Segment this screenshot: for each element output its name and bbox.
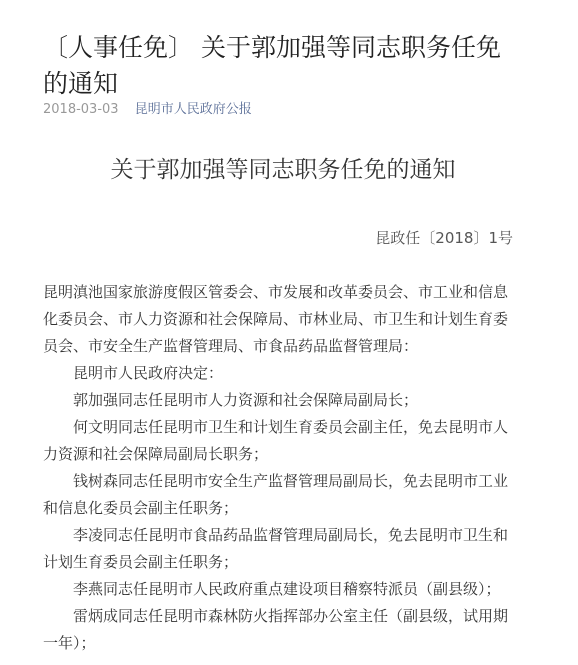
document-body [43, 279, 513, 657]
paragraph: 雷炳成同志任昆明市森林防火指挥部办公室主任（副县级，试用期一年）； [43, 607, 509, 652]
paragraph: 何文明同志任昆明市卫生和计划生育委员会副主任，免去昆明市人力资源和社会保障局副局长职务； [43, 418, 509, 463]
paragraph: 李燕同志任昆明市人民政府重点建设项目稽察特派员（副县级）； [73, 580, 501, 598]
source-link[interactable]: 昆明市人民政府公报 [134, 102, 252, 117]
document-number: 昆政任〔2018〕1号 [375, 229, 513, 247]
addressee: 昆明滇池国家旅游度假区管委会、市发展和改革委员会、市工业和信息化委员会、市人力资源和社会保障局、市林业局、市卫生和计划生育委员会、市安全生产监督管理局、市食品药品监督管理局： [43, 283, 509, 355]
paragraph: 李凌同志任昆明市食品药品监督管理局副局长，免去昆明市卫生和计划生育委员会副主任职务； [43, 526, 509, 571]
paragraph: 郭加强同志任昆明市人力资源和社会保障局副局长； [73, 391, 419, 409]
article-meta [43, 101, 252, 119]
document-title: 关于郭加强等同志职务任免的通知 [110, 157, 456, 183]
publish-date: 2018-03-03 [43, 102, 119, 117]
paragraph: 昆明市人民政府决定： [73, 364, 224, 382]
paragraph: 钱树森同志任昆明市安全生产监督管理局副局长，免去昆明市工业和信息化委员会副主任职务； [43, 472, 509, 517]
article-title: 〔人事任免〕 关于郭加强等同志职务任免的通知 [43, 33, 501, 98]
